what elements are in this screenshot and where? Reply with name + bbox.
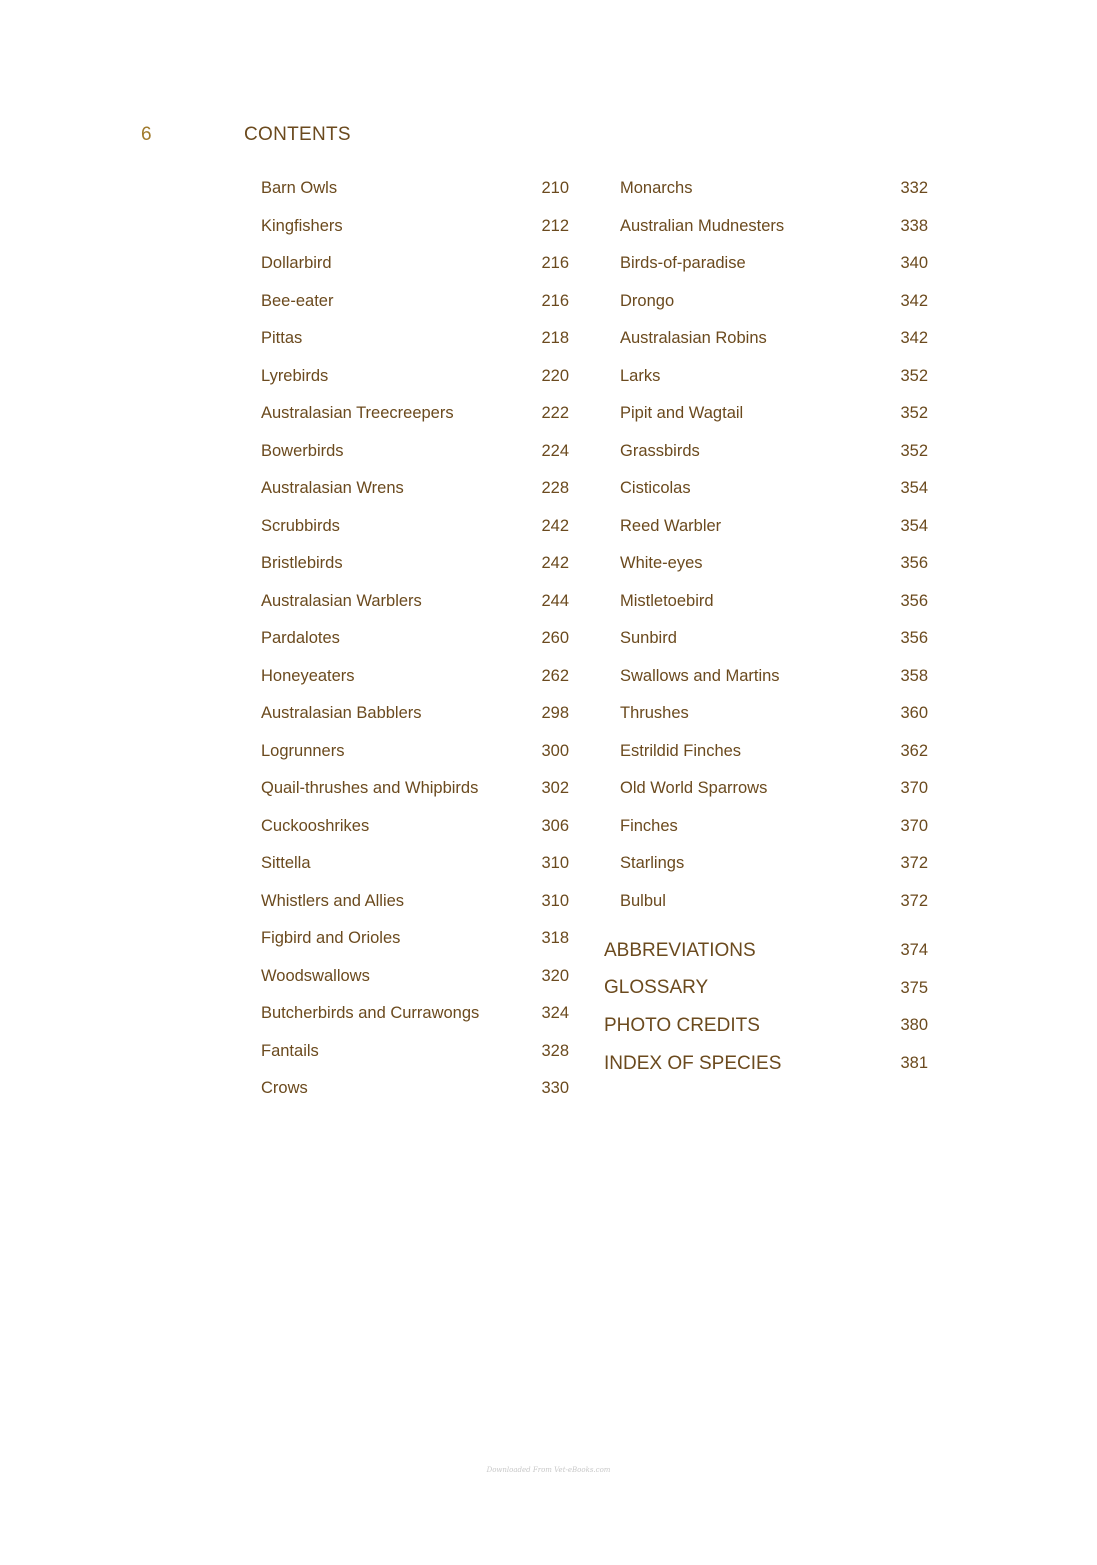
entry-title: Pipit and Wagtail [620,404,744,423]
download-watermark: Downloaded From Vet-eBooks.com [486,1466,611,1474]
contents-entry[interactable] [620,320,928,358]
contents-entry[interactable] [620,845,928,883]
contents-entry[interactable] [261,358,569,396]
contents-entry[interactable] [261,620,569,658]
entry-title: Old World Sparrows [620,779,768,798]
contents-entry[interactable] [620,245,928,283]
contents-entry[interactable] [620,770,928,808]
contents-entry[interactable] [261,883,569,921]
entry-title: Drongo [620,291,675,310]
entry-title: Bulbul [620,891,666,910]
entry-title: Sittella [261,854,311,873]
entry-page-number: 330 [541,1079,569,1098]
entry-title: Australasian Babblers [261,704,422,723]
contents-entry[interactable] [620,395,928,433]
entry-title: Larks [620,366,661,385]
entry-page-number: 358 [900,666,928,685]
entry-page-number: 216 [541,291,569,310]
back-matter-entry[interactable] [604,932,928,970]
entry-title: Australasian Wrens [261,479,404,498]
entry-title: Starlings [620,854,685,873]
entry-title: Fantails [261,1041,319,1060]
entry-title: Thrushes [620,704,689,723]
entry-title: Birds-of-paradise [620,254,746,273]
entry-title: Logrunners [261,741,345,760]
contents-entry[interactable] [620,583,928,621]
entry-page-number: 224 [541,441,569,460]
entry-title: Australasian Robins [620,329,767,348]
contents-entry[interactable] [261,433,569,471]
entry-page-number: 320 [541,966,569,985]
entry-page-number: 212 [541,216,569,235]
entry-page-number: 300 [541,741,569,760]
entry-title: Finches [620,816,678,835]
contents-entry[interactable] [261,170,569,208]
entry-page-number: 381 [900,1054,928,1073]
entry-page-number: 298 [541,704,569,723]
entry-title: Swallows and Martins [620,666,780,685]
contents-entry[interactable] [261,808,569,846]
entry-title: Barn Owls [261,179,338,198]
contents-entry[interactable] [261,658,569,696]
entry-page-number: 356 [900,629,928,648]
contents-entry[interactable] [261,245,569,283]
entry-page-number: 380 [900,1016,928,1035]
entry-page-number: 375 [900,978,928,997]
entry-page-number: 360 [900,704,928,723]
entry-page-number: 302 [541,779,569,798]
contents-entry[interactable] [261,395,569,433]
contents-entry[interactable] [620,358,928,396]
entry-page-number: 242 [541,554,569,573]
contents-entry[interactable] [261,695,569,733]
entry-page-number: 354 [900,479,928,498]
contents-entry[interactable] [261,470,569,508]
contents-entry[interactable] [261,770,569,808]
entry-page-number: 218 [541,329,569,348]
entry-page-number: 310 [541,891,569,910]
entry-page-number: 306 [541,816,569,835]
entry-title: Australian Mudnesters [620,216,785,235]
entry-page-number: 352 [900,441,928,460]
entry-page-number: 342 [900,291,928,310]
entry-page-number: 354 [900,516,928,535]
entry-page-number: 352 [900,366,928,385]
entry-page-number: 244 [541,591,569,610]
contents-entry[interactable] [620,170,928,208]
entry-page-number: 362 [900,741,928,760]
contents-entry[interactable] [261,545,569,583]
contents-right-column [620,170,928,920]
entry-page-number: 216 [541,254,569,273]
contents-entry[interactable] [620,433,928,471]
back-matter-entry[interactable] [604,1007,928,1045]
entry-title: Bristlebirds [261,554,343,573]
contents-entry[interactable] [261,958,569,996]
entry-title: Butcherbirds and Currawongs [261,1004,480,1023]
entry-page-number: 220 [541,366,569,385]
running-page-number: 6 [141,124,152,145]
contents-entry[interactable] [620,658,928,696]
contents-entry[interactable] [261,320,569,358]
contents-entry[interactable] [620,695,928,733]
entry-page-number: 332 [900,179,928,198]
entry-title: Sunbird [620,629,677,648]
entry-title: Reed Warbler [620,516,722,535]
entry-page-number: 318 [541,929,569,948]
back-matter-list [604,932,928,1082]
contents-entry[interactable] [620,470,928,508]
entry-title: White-eyes [620,554,703,573]
entry-title: Quail-thrushes and Whipbirds [261,779,479,798]
contents-entry[interactable] [261,208,569,246]
entry-title: Monarchs [620,179,693,198]
contents-entry[interactable] [620,545,928,583]
entry-title: Crows [261,1079,308,1098]
back-matter-entry[interactable] [604,1045,928,1083]
entry-page-number: 262 [541,666,569,685]
entry-page-number: 228 [541,479,569,498]
entry-title: ABBREVIATIONS [604,939,756,961]
entry-page-number: 352 [900,404,928,423]
entry-page-number: 210 [541,179,569,198]
entry-page-number: 222 [541,404,569,423]
entry-title: Australasian Treecreepers [261,404,454,423]
contents-entry[interactable] [620,620,928,658]
entry-page-number: 374 [900,941,928,960]
entry-page-number: 338 [900,216,928,235]
entry-page-number: 260 [541,629,569,648]
entry-page-number: 328 [541,1041,569,1060]
entry-title: INDEX OF SPECIES [604,1052,782,1074]
contents-entry[interactable] [620,733,928,771]
contents-entry[interactable] [620,283,928,321]
entry-title: PHOTO CREDITS [604,1014,760,1036]
entry-page-number: 310 [541,854,569,873]
entry-page-number: 324 [541,1004,569,1023]
entry-page-number: 242 [541,516,569,535]
contents-entry[interactable] [261,283,569,321]
contents-entry[interactable] [261,920,569,958]
entry-title: Bee-eater [261,291,334,310]
entry-page-number: 370 [900,779,928,798]
entry-title: Grassbirds [620,441,700,460]
contents-entry[interactable] [620,208,928,246]
contents-entry[interactable] [261,733,569,771]
contents-entry[interactable] [261,995,569,1033]
entry-page-number: 372 [900,854,928,873]
entry-title: Honeyeaters [261,666,355,685]
entry-title: Pittas [261,329,303,348]
entry-title: Mistletoebird [620,591,714,610]
contents-entry[interactable] [620,883,928,921]
entry-page-number: 340 [900,254,928,273]
entry-page-number: 370 [900,816,928,835]
entry-title: Figbird and Orioles [261,929,401,948]
entry-page-number: 342 [900,329,928,348]
entry-title: Dollarbird [261,254,332,273]
contents-entry[interactable] [620,808,928,846]
entry-title: Cuckooshrikes [261,816,370,835]
entry-title: Estrildid Finches [620,741,742,760]
entry-title: Lyrebirds [261,366,329,385]
contents-entry[interactable] [261,845,569,883]
contents-entry[interactable] [261,1070,569,1108]
contents-entry[interactable] [261,583,569,621]
page-title: CONTENTS [244,124,351,145]
entry-title: Woodswallows [261,966,370,985]
entry-title: Australasian Warblers [261,591,422,610]
entry-title: Scrubbirds [261,516,340,535]
entry-title: Kingfishers [261,216,343,235]
entry-page-number: 372 [900,891,928,910]
contents-entry[interactable] [261,508,569,546]
entry-title: GLOSSARY [604,977,709,999]
contents-entry[interactable] [261,1033,569,1071]
entry-title: Cisticolas [620,479,691,498]
contents-left-column [261,170,569,1108]
entry-title: Whistlers and Allies [261,891,405,910]
contents-entry[interactable] [620,508,928,546]
back-matter-entry[interactable] [604,970,928,1008]
entry-page-number: 356 [900,591,928,610]
entry-title: Bowerbirds [261,441,344,460]
entry-title: Pardalotes [261,629,340,648]
entry-page-number: 356 [900,554,928,573]
